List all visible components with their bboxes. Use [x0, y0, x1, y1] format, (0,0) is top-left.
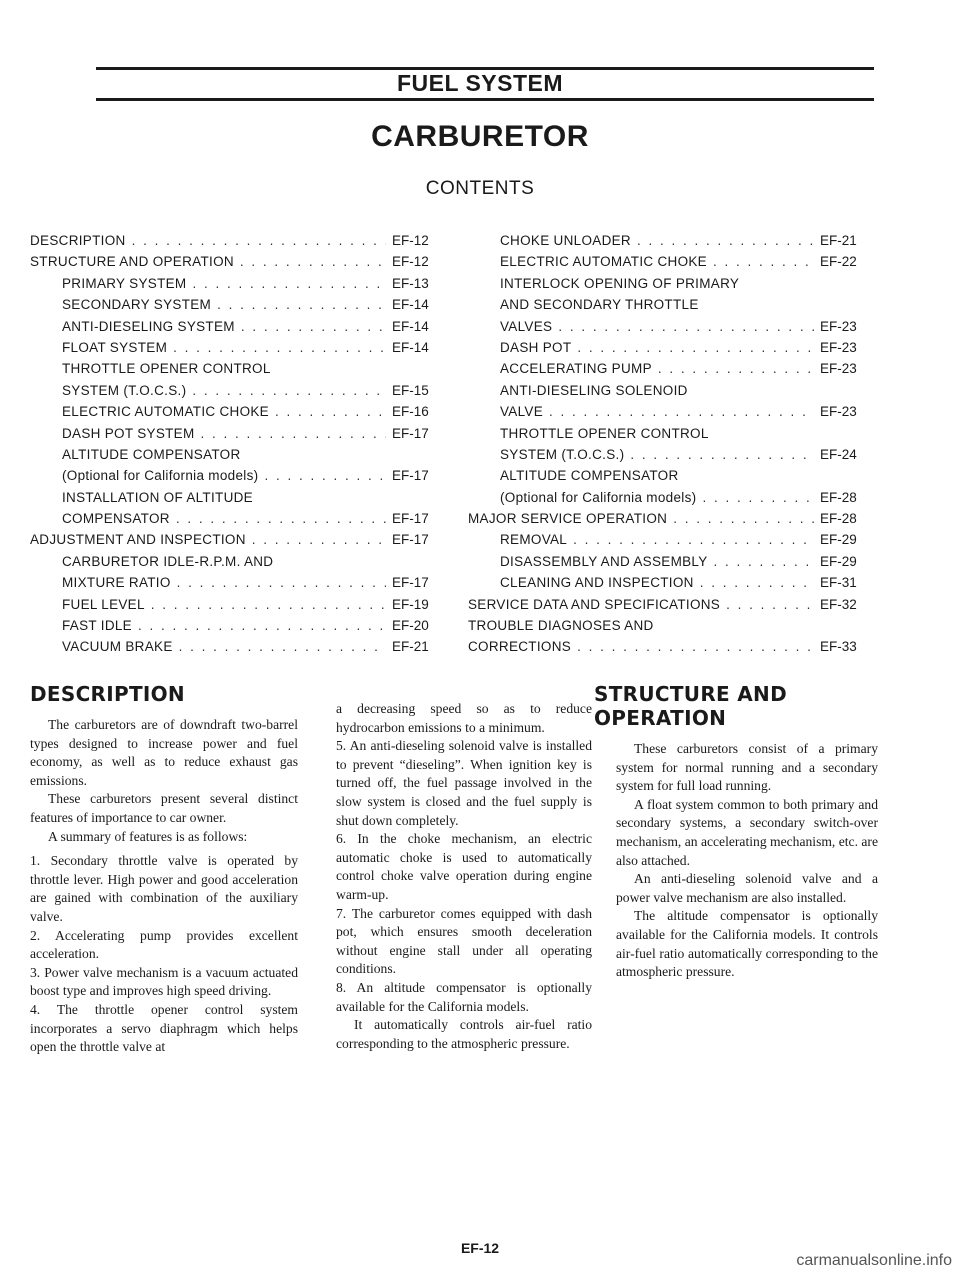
- toc-entry: [468, 636, 876, 657]
- toc-entry: [468, 358, 876, 379]
- toc-entry: [30, 444, 448, 465]
- toc-entry: [30, 316, 448, 337]
- description-paragraph: The carburetors are of downdraft two-barrel types designed to increase power and fuel economy, as well as to reduce exhaust gas emissions.: [30, 717, 298, 788]
- toc-entry: [30, 551, 448, 572]
- toc-entry-label: VALVES: [500, 318, 553, 334]
- feature-item: 3. Power valve mechanism is a vacuum actuated boost type and improves high speed driving.: [30, 964, 298, 999]
- toc-entry-label: CLEANING AND INSPECTION: [500, 575, 694, 591]
- contents-heading: CONTENTS: [425, 178, 535, 199]
- toc-entry: [468, 487, 876, 508]
- feature-item: 1. Secondary throttle valve is operated by throttle lever. High power and good acceleration are gained with combination of the auxiliary valve.: [30, 853, 298, 924]
- toc-entry-page: EF-17: [392, 425, 429, 441]
- toc-entry: [468, 551, 876, 572]
- feature-item: 6. In the choke mechanism, an electric automatic choke is used to automatically control choke valve operation during engine warm-up.: [336, 831, 592, 902]
- toc-dot-leader: [713, 251, 814, 272]
- toc-dot-leader: [714, 551, 814, 572]
- toc-entry: [30, 294, 448, 315]
- toc-entry-label: ANTI-DIESELING SYSTEM: [62, 318, 235, 334]
- toc-dot-leader: [573, 529, 814, 550]
- toc-entry-page: EF-17: [392, 575, 429, 591]
- feature-item: 8. An altitude compensator is optionally available for the California models.: [336, 979, 592, 1014]
- toc-entry-label: SECONDARY SYSTEM: [62, 297, 212, 313]
- description-paragraph: a decreasing speed so as to reduce hydrocarbon emissions to a minimum.: [336, 701, 592, 735]
- toc-entry-label: ANTI-DIESELING SOLENOID: [500, 382, 688, 398]
- toc-dot-leader: [132, 230, 386, 251]
- toc-entry: [468, 465, 876, 486]
- structure-paragraph: The altitude compensator is optionally available for the California models. It controls air-fuel ratio automatically corresponding to the atmospheric pressure.: [616, 908, 878, 980]
- toc-dot-leader: [240, 251, 386, 272]
- description-paragraph: These carburetors present several distinct features of importance to car owner.: [30, 791, 298, 825]
- toc-entry-label: REMOVAL: [500, 532, 568, 548]
- toc-entry: [468, 615, 876, 636]
- toc-dot-leader: [275, 401, 386, 422]
- toc-entry-label: THROTTLE OPENER CONTROL: [500, 425, 709, 441]
- toc-dot-leader: [179, 636, 386, 657]
- description-heading: DESCRIPTION: [30, 682, 185, 706]
- toc-dot-leader: [673, 508, 814, 529]
- toc-entry: [30, 529, 448, 550]
- toc-dot-leader: [176, 508, 386, 529]
- toc-entry-page: EF-22: [820, 254, 857, 270]
- toc-entry: [468, 294, 876, 315]
- toc-dot-leader: [637, 230, 814, 251]
- toc-dot-leader: [192, 380, 386, 401]
- toc-entry: [30, 273, 448, 294]
- toc-right-column: [468, 230, 876, 658]
- toc-entry: [30, 423, 448, 444]
- feature-item: 5. An anti-dieseling solenoid valve is installed to prevent “dieseling”. When ignition key is turned off, the fuel passage involved in the slow system is closed and the fuel supply is shut down completely.: [336, 738, 592, 828]
- toc-entry: [468, 230, 876, 251]
- toc-entry-label: ELECTRIC AUTOMATIC CHOKE: [500, 254, 707, 270]
- toc-dot-leader: [264, 465, 386, 486]
- toc-entry-page: EF-23: [820, 339, 857, 355]
- toc-entry-label: PRIMARY SYSTEM: [62, 275, 187, 291]
- structure-paragraph: These carburetors consist of a primary system for normal running and a secondary system for full load running.: [616, 741, 878, 794]
- toc-entry: [468, 508, 876, 529]
- toc-entry-label: FUEL LEVEL: [62, 596, 145, 612]
- toc-entry: [30, 465, 448, 486]
- toc-entry-page: EF-16: [392, 404, 429, 420]
- toc-entry-label: VALVE: [500, 404, 544, 420]
- toc-entry: [30, 358, 448, 379]
- structure-heading: STRUCTURE AND OPERATION: [594, 682, 787, 730]
- toc-dot-leader: [558, 316, 814, 337]
- toc-entry-label: TROUBLE DIAGNOSES AND: [468, 618, 654, 634]
- toc-entry-label: STRUCTURE AND OPERATION: [30, 254, 234, 270]
- toc-entry-page: EF-29: [820, 532, 857, 548]
- toc-dot-leader: [173, 337, 386, 358]
- toc-entry-page: EF-23: [820, 318, 857, 334]
- toc-entry: [468, 423, 876, 444]
- toc-entry-label: INSTALLATION OF ALTITUDE: [62, 489, 253, 505]
- toc-entry: [30, 380, 448, 401]
- toc-entry: [468, 273, 876, 294]
- header-rule-bottom: [96, 98, 874, 101]
- toc-entry-page: EF-33: [820, 639, 857, 655]
- toc-left-column: [30, 230, 448, 658]
- toc-entry-label: SYSTEM (T.O.C.S.): [62, 382, 187, 398]
- toc-entry-page: EF-13: [392, 275, 429, 291]
- toc-entry-label: CORRECTIONS: [468, 639, 572, 655]
- toc-entry-page: EF-20: [392, 618, 429, 634]
- page-number: EF-12: [460, 1240, 500, 1256]
- toc-entry-label: ADJUSTMENT AND INSPECTION: [30, 532, 246, 548]
- toc-entry: [468, 337, 876, 358]
- toc-entry-page: EF-23: [820, 404, 857, 420]
- toc-entry: [468, 594, 876, 615]
- toc-entry-label: FLOAT SYSTEM: [62, 339, 168, 355]
- toc-entry: [30, 508, 448, 529]
- toc-entry-page: EF-14: [392, 339, 429, 355]
- toc-dot-leader: [630, 444, 814, 465]
- toc-entry-label: AND SECONDARY THROTTLE: [500, 297, 699, 313]
- toc-entry-label: COMPENSATOR: [62, 511, 170, 527]
- toc-entry-page: EF-28: [820, 511, 857, 527]
- feature-item: 2. Accelerating pump provides excellent acceleration.: [30, 927, 298, 962]
- toc-entry-page: EF-17: [392, 532, 429, 548]
- toc-entry-page: EF-24: [820, 446, 857, 462]
- toc-entry-page: EF-31: [820, 575, 857, 591]
- toc-entry: [468, 444, 876, 465]
- description-continued-column: [336, 700, 592, 1053]
- toc-dot-leader: [138, 615, 386, 636]
- toc-entry-label: CARBURETOR IDLE-R.P.M. AND: [62, 553, 274, 569]
- toc-entry-label: MIXTURE RATIO: [62, 575, 171, 591]
- toc-entry-label: THROTTLE OPENER CONTROL: [62, 361, 271, 377]
- toc-dot-leader: [217, 294, 386, 315]
- toc-entry: [30, 337, 448, 358]
- toc-dot-leader: [702, 487, 814, 508]
- toc-entry-label: (Optional for California models): [500, 489, 697, 505]
- toc-entry-label: ACCELERATING PUMP: [500, 361, 652, 377]
- toc-entry: [30, 572, 448, 593]
- toc-entry-page: EF-23: [820, 361, 857, 377]
- toc-entry-page: EF-29: [820, 553, 857, 569]
- feature-item: 4. The throttle opener control system incorporates a servo diaphragm which helps open the throttle valve at: [30, 1001, 298, 1055]
- toc-dot-leader: [177, 572, 386, 593]
- description-paragraph: It automatically controls air-fuel ratio corresponding to the atmospheric pressure.: [336, 1017, 592, 1051]
- page-title: CARBURETOR: [371, 120, 589, 153]
- toc-dot-leader: [241, 316, 386, 337]
- toc-dot-leader: [577, 636, 814, 657]
- description-paragraph: A summary of features is as follows:: [48, 828, 248, 844]
- toc-entry-label: ELECTRIC AUTOMATIC CHOKE: [62, 404, 269, 420]
- toc-entry-page: EF-14: [392, 297, 429, 313]
- toc-dot-leader: [252, 529, 386, 550]
- toc-entry-label: VACUUM BRAKE: [62, 639, 173, 655]
- toc-entry-label: (Optional for California models): [62, 468, 259, 484]
- toc-entry-page: EF-14: [392, 318, 429, 334]
- toc-entry-label: FAST IDLE: [62, 618, 132, 634]
- toc-entry: [30, 487, 448, 508]
- toc-entry: [30, 636, 448, 657]
- toc-entry-page: EF-15: [392, 382, 429, 398]
- toc-entry-page: EF-17: [392, 511, 429, 527]
- toc-dot-leader: [192, 273, 386, 294]
- structure-paragraph: An anti-dieseling solenoid valve and a power valve mechanism are also installed.: [616, 871, 878, 905]
- toc-entry-label: ALTITUDE COMPENSATOR: [500, 468, 679, 484]
- toc-entry-label: DASH POT: [500, 339, 572, 355]
- feature-item: 7. The carburetor comes equipped with dash pot, which ensures smooth deceleration without engine stall under all operating conditions.: [336, 905, 592, 977]
- toc-entry-label: DASH POT SYSTEM: [62, 425, 195, 441]
- toc-entry-label: INTERLOCK OPENING OF PRIMARY: [500, 275, 740, 291]
- toc-dot-leader: [577, 337, 814, 358]
- toc-dot-leader: [201, 423, 386, 444]
- toc-entry: [30, 594, 448, 615]
- watermark: carmanualsonline.info: [796, 1252, 952, 1269]
- toc-dot-leader: [726, 594, 814, 615]
- toc-entry-page: EF-12: [392, 254, 429, 270]
- toc-entry-label: SYSTEM (T.O.C.S.): [500, 446, 625, 462]
- toc-entry: [30, 615, 448, 636]
- toc-entry: [468, 572, 876, 593]
- toc-entry: [468, 251, 876, 272]
- structure-column: [594, 682, 878, 982]
- toc-entry-label: SERVICE DATA AND SPECIFICATIONS: [468, 596, 721, 612]
- toc-entry: [30, 230, 448, 251]
- toc-entry-page: EF-12: [392, 233, 429, 248]
- toc-entry-label: DESCRIPTION: [30, 233, 126, 248]
- toc-dot-leader: [700, 572, 814, 593]
- toc-entry-label: MAJOR SERVICE OPERATION: [468, 511, 668, 527]
- toc-entry: [468, 529, 876, 550]
- section-header: FUEL SYSTEM: [396, 70, 564, 96]
- toc-entry-page: EF-28: [820, 489, 857, 505]
- toc-dot-leader: [658, 358, 814, 379]
- description-column: [30, 682, 298, 1057]
- toc-entry-page: EF-32: [820, 596, 857, 612]
- toc-entry-page: EF-17: [392, 468, 429, 484]
- toc-entry: [468, 380, 876, 401]
- toc-entry: [30, 401, 448, 422]
- toc-entry-label: ALTITUDE COMPENSATOR: [62, 446, 241, 462]
- toc-entry-page: EF-21: [820, 233, 857, 248]
- toc-entry: [468, 401, 876, 422]
- toc-entry-label: DISASSEMBLY AND ASSEMBLY: [500, 553, 708, 569]
- toc-dot-leader: [151, 594, 386, 615]
- toc-entry: [30, 251, 448, 272]
- structure-paragraph: A float system common to both primary and secondary systems, a secondary switch-over mechanism, an accelerating mechanism, etc. are also attached.: [616, 796, 878, 868]
- toc-entry-page: EF-21: [392, 639, 429, 655]
- toc-entry-label: CHOKE UNLOADER: [500, 233, 631, 248]
- toc-entry: [468, 316, 876, 337]
- toc-entry-page: EF-19: [392, 596, 429, 612]
- toc-dot-leader: [549, 401, 814, 422]
